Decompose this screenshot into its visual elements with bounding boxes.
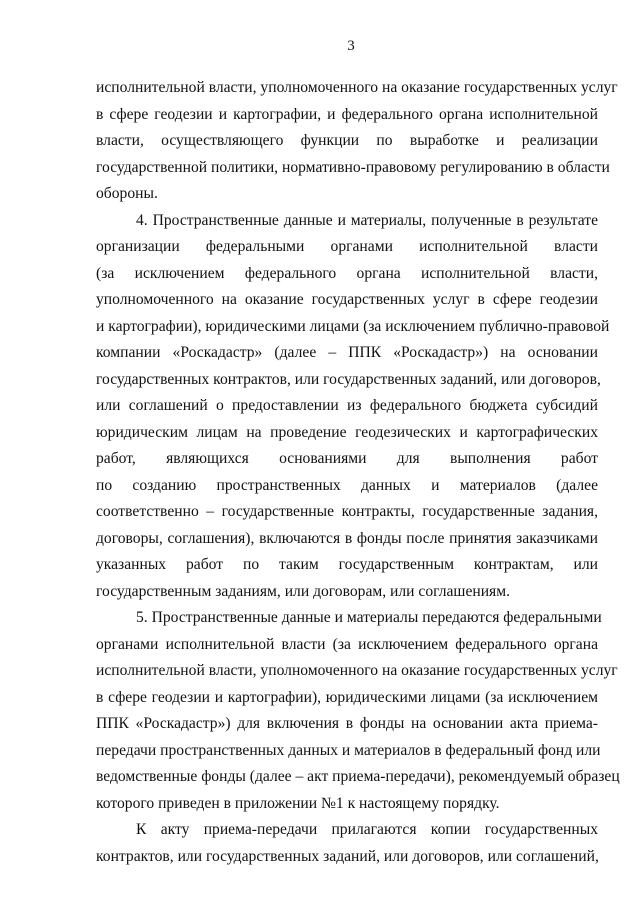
text-line: 4. Пространственные данные и материалы, полученные в результате [136,211,598,229]
text-line: государственных контрактов, или государственных заданий, или договоров, [96,370,601,388]
text-line: обороны. [96,185,158,202]
text-line: (за исключением федерального органа исполнительной власти, [96,264,598,282]
paragraph-6 [96,817,598,870]
text-line: юридическим лицам на проведение геодезических и картографических [96,423,598,441]
paragraph-5 [96,605,620,817]
text-line: договоры, соглашения), включаются в фонды после принятия заказчиками [96,529,598,547]
text-line: уполномоченного на оказание государственных услуг в сфере геодезии [96,291,598,308]
text-line: работ, являющихся основаниями для выполнения работ [96,450,598,467]
page-number: 3 [347,38,355,54]
text-line: передачи пространственных данных и материалов в федеральный фонд или [96,741,601,759]
text-line: компании «Роскадастр» (далее – ППК «Роскадастр») на основании [96,344,598,361]
text-line: или соглашений о предоставлении из федерального бюджета субсидий [96,397,598,414]
text-line: в сфере геодезии и картографии), юридическими лицами (за исключением [96,688,598,706]
text-line: и картографии), юридическими лицами (за исключением публично-правовой [96,317,610,335]
text-line: в сфере геодезии и картографии, и федерального органа исполнительной [96,105,598,123]
text-line: контрактов, или государственных заданий, или договоров, или соглашений, [96,847,599,865]
text-line: 5. Пространственные данные и материалы передаются федеральными [136,609,602,626]
text-line: ведомственные фонды (далее – акт приема-передачи), рекомендуемый образец [96,768,620,785]
paragraph-continued [96,75,618,208]
text-line: соответственно – государственные контракты, государственные задания, [96,503,598,520]
text-line: которого приведен в приложении №1 к настоящему порядку. [96,794,500,812]
paragraph-4 [96,208,610,606]
text-line: исполнительной власти, уполномоченного на оказание государственных услуг [96,79,618,96]
text-line: органами исполнительной власти (за исключением федерального органа [96,635,598,653]
text-line: К акту приема-передачи прилагаются копии государственных [136,821,598,838]
text-line: государственной политики, нормативно-правовому регулированию в области [96,158,610,176]
text-line: по созданию пространственных данных и материалов (далее [96,476,598,494]
text-line: государственным заданиям, или договорам, или соглашениям. [96,582,510,600]
text-line: организации федеральными органами исполнительной власти [96,238,598,255]
text-line: исполнительной власти, уполномоченного на оказание государственных услуг [96,662,618,679]
text-line: власти, осуществляющего функции по выработке и реализации [96,132,598,149]
text-line: указанных работ по таким государственным контрактам, или [96,556,598,573]
text-line: ППК «Роскадастр») для включения в фонды на основании акта приема- [96,715,598,732]
